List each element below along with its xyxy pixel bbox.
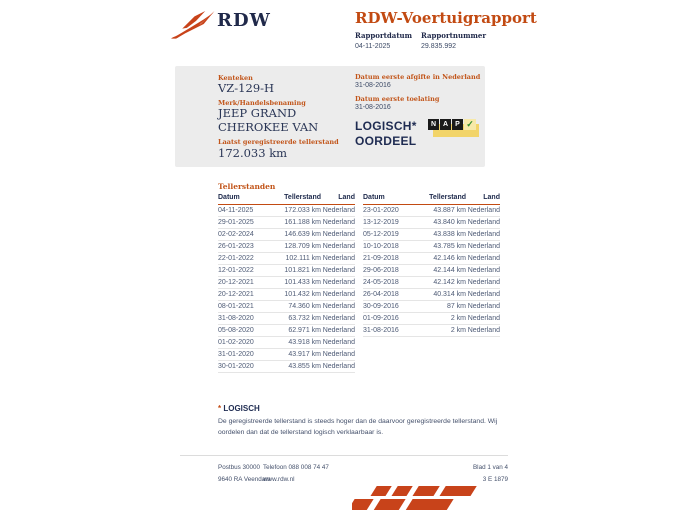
country-cell: Nederland [321, 361, 355, 373]
country-cell: Nederland [466, 277, 500, 289]
table-row [218, 277, 355, 289]
date-cell: 26-04-2018 [363, 289, 418, 301]
odometer-cell: 172.033 km [273, 205, 321, 217]
footer-postbus: Postbus 30000 [218, 464, 261, 471]
footer-phone: Telefoon 088 008 74 47 [263, 464, 329, 471]
odometer-cell: 2 km [418, 313, 466, 325]
table-row [218, 361, 355, 373]
laatste-tellerstand-value: 172.033 km [218, 146, 288, 160]
nap-checkmark-icon: ✓ [464, 119, 476, 130]
tellerstanden-table-left [218, 192, 355, 373]
footer-form-code: 3 E 1879 [482, 476, 508, 483]
odometer-cell: 42.146 km [418, 253, 466, 265]
merk-value-line2: CHEROKEE VAN [218, 120, 319, 134]
column-header-land: Land [321, 192, 355, 205]
odometer-cell: 43.838 km [418, 229, 466, 241]
footnote-title [218, 404, 260, 413]
table-row [218, 253, 355, 265]
date-cell: 08-01-2021 [218, 301, 273, 313]
report-date-value: 04-11-2025 [355, 43, 391, 50]
table-row [218, 349, 355, 361]
date-cell: 22-01-2022 [218, 253, 273, 265]
report-number-label: Rapportnummer [421, 31, 487, 40]
odometer-cell: 43.917 km [273, 349, 321, 361]
country-cell: Nederland [466, 241, 500, 253]
column-header-datum: Datum [363, 192, 418, 205]
table-row [363, 205, 500, 217]
date-cell: 31-08-2016 [363, 325, 418, 337]
nap-letter-n: N [428, 119, 439, 130]
country-cell: Nederland [466, 229, 500, 241]
date-cell: 05-12-2019 [363, 229, 418, 241]
brand-wordmark: RDW [217, 10, 271, 31]
table-row [218, 301, 355, 313]
merk-label: Merk/Handelsbenaming [218, 99, 306, 107]
footnote-asterisk: * [218, 404, 222, 413]
merk-value-line1: JEEP GRAND [218, 106, 297, 120]
nap-logo [428, 119, 484, 141]
table-row [218, 229, 355, 241]
tellerstanden-table-right [363, 192, 500, 337]
page-title: RDW-Voertuigrapport [355, 9, 537, 27]
footer-page-block [420, 462, 508, 486]
date-cell: 30-09-2016 [363, 301, 418, 313]
laatste-tellerstand-label: Laatst geregistreerde tellerstand [218, 138, 339, 146]
odometer-cell: 40.314 km [418, 289, 466, 301]
footer-contact [263, 462, 329, 486]
date-cell: 10-10-2018 [363, 241, 418, 253]
table-row [363, 277, 500, 289]
table-row [363, 313, 500, 325]
table-row [218, 217, 355, 229]
odometer-cell: 146.639 km [273, 229, 321, 241]
table-row [363, 301, 500, 313]
country-cell: Nederland [321, 325, 355, 337]
date-cell: 13-12-2019 [363, 217, 418, 229]
kenteken-label: Kenteken [218, 74, 253, 82]
column-header-land: Land [466, 192, 500, 205]
oordeel-line2: OORDEEL [355, 134, 417, 148]
table-row [218, 337, 355, 349]
nap-letter-a: A [440, 119, 451, 130]
date-cell: 01-09-2016 [363, 313, 418, 325]
country-cell: Nederland [321, 337, 355, 349]
date-cell: 02-02-2024 [218, 229, 273, 241]
country-cell: Nederland [466, 313, 500, 325]
table-row [363, 217, 500, 229]
column-header-tellerstand: Tellerstand [273, 192, 321, 205]
country-cell: Nederland [321, 301, 355, 313]
table-header-row [363, 192, 500, 205]
table-row [363, 325, 500, 337]
country-cell: Nederland [321, 265, 355, 277]
date-cell: 01-02-2020 [218, 337, 273, 349]
country-cell: Nederland [321, 205, 355, 217]
table-header-row [218, 192, 355, 205]
country-cell: Nederland [466, 253, 500, 265]
footnote-title-text: LOGISCH [221, 404, 260, 413]
tellerstanden-section-title: Tellerstanden [218, 182, 276, 191]
footer-page-indicator: Blad 1 van 4 [472, 464, 508, 471]
odometer-cell: 63.732 km [273, 313, 321, 325]
odometer-cell: 43.918 km [273, 337, 321, 349]
table-row [363, 253, 500, 265]
rdw-bird-logo-icon [170, 7, 216, 41]
date-cell: 05-08-2020 [218, 325, 273, 337]
country-cell: Nederland [321, 289, 355, 301]
nap-letter-boxes [428, 119, 476, 130]
odometer-cell: 101.433 km [273, 277, 321, 289]
country-cell: Nederland [321, 229, 355, 241]
eerste-toelating-label: Datum eerste toelating [355, 95, 440, 103]
date-cell: 30-01-2020 [218, 361, 273, 373]
odometer-cell: 101.821 km [273, 265, 321, 277]
rdw-footer-flag-graphic [352, 484, 504, 512]
country-cell: Nederland [466, 265, 500, 277]
date-cell: 24-05-2018 [363, 277, 418, 289]
table-row [218, 265, 355, 277]
table-row [363, 229, 500, 241]
report-number-value: 29.835.992 [421, 43, 457, 50]
footer-website-link[interactable]: www.rdw.nl [263, 476, 295, 483]
footer-divider [180, 455, 508, 456]
date-cell: 26-01-2023 [218, 241, 273, 253]
eerste-afgifte-value: 31-08-2016 [355, 82, 391, 89]
table-row [363, 241, 500, 253]
footnote-text: De geregistreerde tellerstand is steeds hoger dan de daarvoor geregistreerde tellerstand. Wij oordelen dan dat de tellerstand logisch verklaarbaar is. [218, 418, 498, 436]
table-row [218, 325, 355, 337]
odometer-cell: 161.188 km [273, 217, 321, 229]
date-cell: 20-12-2021 [218, 277, 273, 289]
country-cell: Nederland [321, 313, 355, 325]
country-cell: Nederland [466, 217, 500, 229]
date-cell: 21-09-2018 [363, 253, 418, 265]
table-row [218, 241, 355, 253]
odometer-cell: 43.887 km [418, 205, 466, 217]
country-cell: Nederland [466, 325, 500, 337]
odometer-cell: 43.785 km [418, 241, 466, 253]
date-cell: 20-12-2021 [218, 289, 273, 301]
report-number-block [421, 31, 486, 50]
odometer-cell: 128.709 km [273, 241, 321, 253]
country-cell: Nederland [466, 289, 500, 301]
report-date-label: Rapportdatum [355, 31, 413, 40]
table-row [218, 313, 355, 325]
country-cell: Nederland [466, 301, 500, 313]
odometer-cell: 43.855 km [273, 361, 321, 373]
odometer-cell: 87 km [418, 301, 466, 313]
country-cell: Nederland [321, 241, 355, 253]
odometer-cell: 101.432 km [273, 289, 321, 301]
nap-letter-p: P [452, 119, 463, 130]
country-cell: Nederland [321, 277, 355, 289]
odometer-cell: 102.111 km [273, 253, 321, 265]
odometer-cell: 74.360 km [273, 301, 321, 313]
date-cell: 12-01-2022 [218, 265, 273, 277]
table-row [363, 265, 500, 277]
footer-city: 9640 RA Veendam [218, 476, 271, 483]
odometer-cell: 62.971 km [273, 325, 321, 337]
table-row [218, 205, 355, 217]
date-cell: 23-01-2020 [363, 205, 418, 217]
date-cell: 04-11-2025 [218, 205, 273, 217]
country-cell: Nederland [321, 253, 355, 265]
report-date-block [355, 31, 412, 50]
odometer-cell: 43.840 km [418, 217, 466, 229]
oordeel-line1: LOGISCH* [355, 119, 417, 133]
date-cell: 29-01-2025 [218, 217, 273, 229]
date-cell: 31-01-2020 [218, 349, 273, 361]
table-row [363, 289, 500, 301]
odometer-cell: 42.144 km [418, 265, 466, 277]
country-cell: Nederland [321, 217, 355, 229]
odometer-cell: 42.142 km [418, 277, 466, 289]
kenteken-value: VZ-129-H [218, 81, 275, 95]
table-row [218, 289, 355, 301]
country-cell: Nederland [321, 349, 355, 361]
odometer-cell: 2 km [418, 325, 466, 337]
eerste-toelating-value: 31-08-2016 [355, 104, 391, 111]
country-cell: Nederland [466, 205, 500, 217]
column-header-datum: Datum [218, 192, 273, 205]
date-cell: 31-08-2020 [218, 313, 273, 325]
eerste-afgifte-label: Datum eerste afgifte in Nederland [355, 73, 481, 81]
date-cell: 29-06-2018 [363, 265, 418, 277]
column-header-tellerstand: Tellerstand [418, 192, 466, 205]
